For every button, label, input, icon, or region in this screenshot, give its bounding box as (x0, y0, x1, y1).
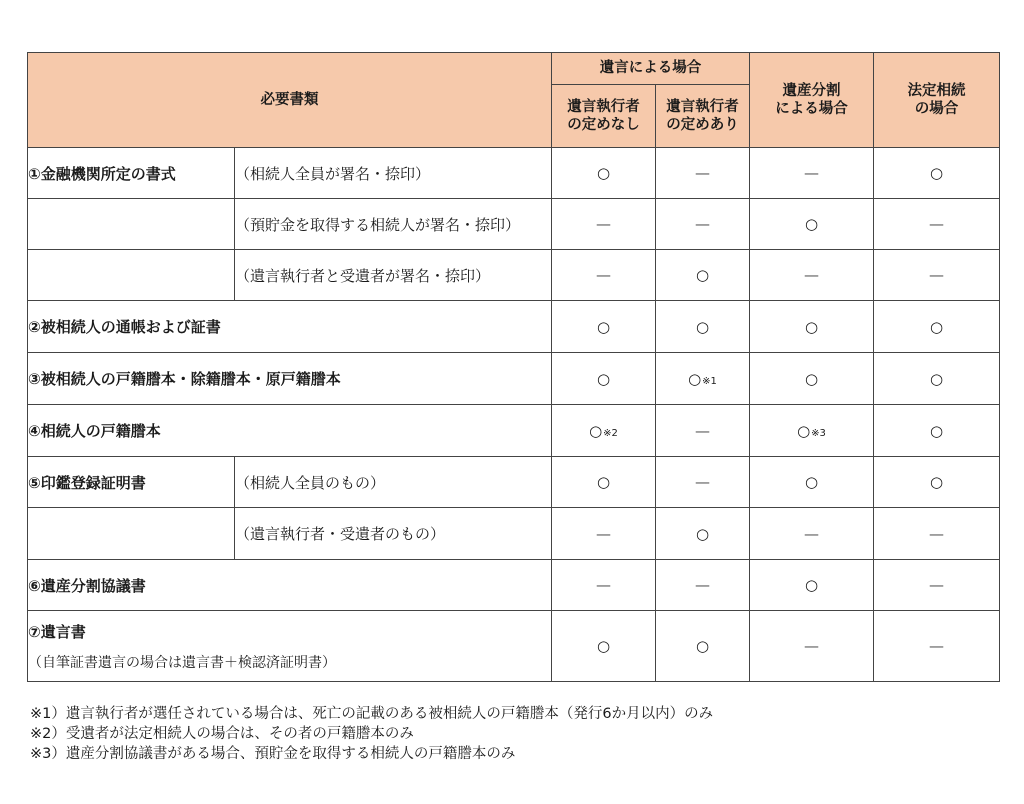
dash-mark: — (695, 576, 710, 594)
row-title: ①金融機関所定の書式 (28, 148, 235, 199)
dash-mark: — (804, 524, 819, 543)
table-row (28, 301, 1000, 353)
dash-mark: — (695, 473, 710, 491)
dash-mark: — (596, 215, 611, 233)
row-subtitle-text: （自筆証書遺言の場合は遺言書＋検認済証明書） (28, 654, 336, 671)
circle-mark: ○ (596, 637, 611, 655)
table-row (28, 405, 1000, 457)
mark-cell (750, 405, 874, 457)
mark-cell (656, 560, 750, 611)
mark-cell (656, 199, 750, 250)
dash-mark: — (596, 524, 611, 543)
footnote-ref: ※3 (811, 427, 826, 439)
header-no-executor-line1: 遺言執行者 (567, 98, 640, 115)
mark-cell (656, 405, 750, 457)
mark-cell (874, 405, 1000, 457)
table-row (28, 457, 1000, 508)
mark-cell (656, 250, 750, 301)
mark-cell (552, 457, 656, 508)
mark-cell (552, 508, 656, 560)
mark-cell (874, 457, 1000, 508)
row-title (28, 508, 235, 560)
mark-cell (750, 560, 874, 611)
circle-mark: ○ (589, 421, 603, 440)
footnotes (30, 704, 713, 764)
mark-cell (874, 508, 1000, 560)
mark-cell (874, 250, 1000, 301)
dash-mark: — (695, 421, 710, 440)
mark-cell (750, 301, 874, 353)
header-no-executor-line2: の定めなし (567, 117, 640, 133)
header-division-line1: 遺産分割 (782, 82, 841, 99)
mark-cell (656, 353, 750, 405)
dash-mark: — (804, 637, 819, 655)
circle-mark: ○ (596, 317, 611, 336)
mark-cell (874, 301, 1000, 353)
header-division-line2: による場合 (775, 101, 848, 117)
header-statutory-line1: 法定相続 (907, 82, 966, 99)
circle-mark: ○ (804, 473, 819, 491)
circle-mark: ○ (929, 164, 944, 182)
circle-mark: ○ (695, 637, 710, 655)
circle-mark: ○ (804, 215, 819, 233)
circle-mark: ○ (596, 369, 611, 388)
mark-cell (874, 148, 1000, 199)
mark-cell (750, 148, 874, 199)
footnote-3: ※3）遺産分割協議書がある場合、預貯金を取得する相続人の戸籍謄本のみ (30, 746, 516, 762)
mark-cell (874, 353, 1000, 405)
mark-cell (874, 611, 1000, 682)
circle-mark: ○ (695, 317, 710, 336)
row-title (28, 611, 552, 682)
required-documents-table (27, 52, 1000, 682)
header-division (750, 53, 874, 148)
mark-cell (552, 353, 656, 405)
circle-mark: ○ (804, 576, 819, 594)
table-row (28, 611, 1000, 682)
header-no-executor (552, 85, 656, 148)
row-subtitle: （遺言執行者と受遺者が署名・捺印） (235, 250, 552, 301)
row-title: ③被相続人の戸籍謄本・除籍謄本・原戸籍謄本 (28, 353, 552, 405)
mark-cell (552, 611, 656, 682)
row-subtitle: （遺言執行者・受遺者のもの） (235, 508, 552, 560)
table-row (28, 508, 1000, 560)
circle-mark: ○ (804, 317, 819, 336)
mark-cell (552, 199, 656, 250)
mark-cell (552, 405, 656, 457)
row-title (28, 250, 235, 301)
dash-mark: — (695, 164, 710, 182)
dash-mark: — (929, 524, 944, 543)
row-title: ②被相続人の通帳および証書 (28, 301, 552, 353)
mark-cell (656, 508, 750, 560)
row-subtitle: （相続人全員のもの） (235, 457, 552, 508)
dash-mark: — (596, 266, 611, 284)
circle-mark: ○ (929, 473, 944, 491)
mark-cell (656, 457, 750, 508)
mark-cell (656, 148, 750, 199)
dash-mark: — (929, 637, 944, 655)
circle-mark: ○ (929, 317, 944, 336)
header-with-executor-line2: の定めあり (666, 117, 739, 133)
dash-mark: — (929, 266, 944, 284)
footnote-ref: ※1 (702, 375, 717, 387)
table-row (28, 560, 1000, 611)
header-with-executor (656, 85, 750, 148)
table-body (28, 148, 1000, 682)
table-row (28, 250, 1000, 301)
footnote-2: ※2）受遺者が法定相続人の場合は、その者の戸籍謄本のみ (30, 726, 414, 742)
circle-mark: ○ (688, 369, 702, 388)
mark-cell (874, 199, 1000, 250)
footnote-1: ※1）遺言執行者が選任されている場合は、死亡の記載のある被相続人の戸籍謄本（発行6か月以内）のみ (30, 706, 714, 722)
mark-cell (552, 148, 656, 199)
table-row (28, 353, 1000, 405)
footnote-ref: ※2 (603, 427, 618, 439)
header-documents: 必要書類 (28, 53, 552, 148)
mark-cell (656, 301, 750, 353)
circle-mark: ○ (804, 369, 819, 388)
mark-cell (750, 611, 874, 682)
dash-mark: — (596, 576, 611, 594)
header-statutory (874, 53, 1000, 148)
dash-mark: — (929, 576, 944, 594)
header-will-group: 遺言による場合 (552, 53, 750, 85)
mark-cell (750, 353, 874, 405)
dash-mark: — (695, 215, 710, 233)
row-title: ⑥遺産分割協議書 (28, 560, 552, 611)
circle-mark: ○ (596, 164, 611, 182)
row-title-text: ⑦遺言書 (28, 622, 86, 641)
mark-cell (750, 199, 874, 250)
table-row (28, 199, 1000, 250)
mark-cell (656, 611, 750, 682)
row-subtitle: （預貯金を取得する相続人が署名・捺印） (235, 199, 552, 250)
mark-cell (750, 250, 874, 301)
circle-mark: ○ (929, 369, 944, 388)
mark-cell (750, 508, 874, 560)
row-title: ⑤印鑑登録証明書 (28, 457, 235, 508)
dash-mark: — (929, 215, 944, 233)
circle-mark: ○ (596, 473, 611, 491)
mark-cell (552, 250, 656, 301)
dash-mark: — (804, 164, 819, 182)
mark-cell (552, 301, 656, 353)
header-statutory-line2: の場合 (914, 101, 959, 117)
row-title: ④相続人の戸籍謄本 (28, 405, 552, 457)
table-row (28, 148, 1000, 199)
circle-mark: ○ (929, 421, 944, 440)
mark-cell (874, 560, 1000, 611)
header-with-executor-line1: 遺言執行者 (666, 98, 739, 115)
circle-mark: ○ (797, 421, 811, 440)
row-title (28, 199, 235, 250)
mark-cell (750, 457, 874, 508)
dash-mark: — (804, 266, 819, 284)
circle-mark: ○ (695, 524, 710, 543)
circle-mark: ○ (695, 266, 710, 284)
mark-cell (552, 560, 656, 611)
row-subtitle: （相続人全員が署名・捺印） (235, 148, 552, 199)
